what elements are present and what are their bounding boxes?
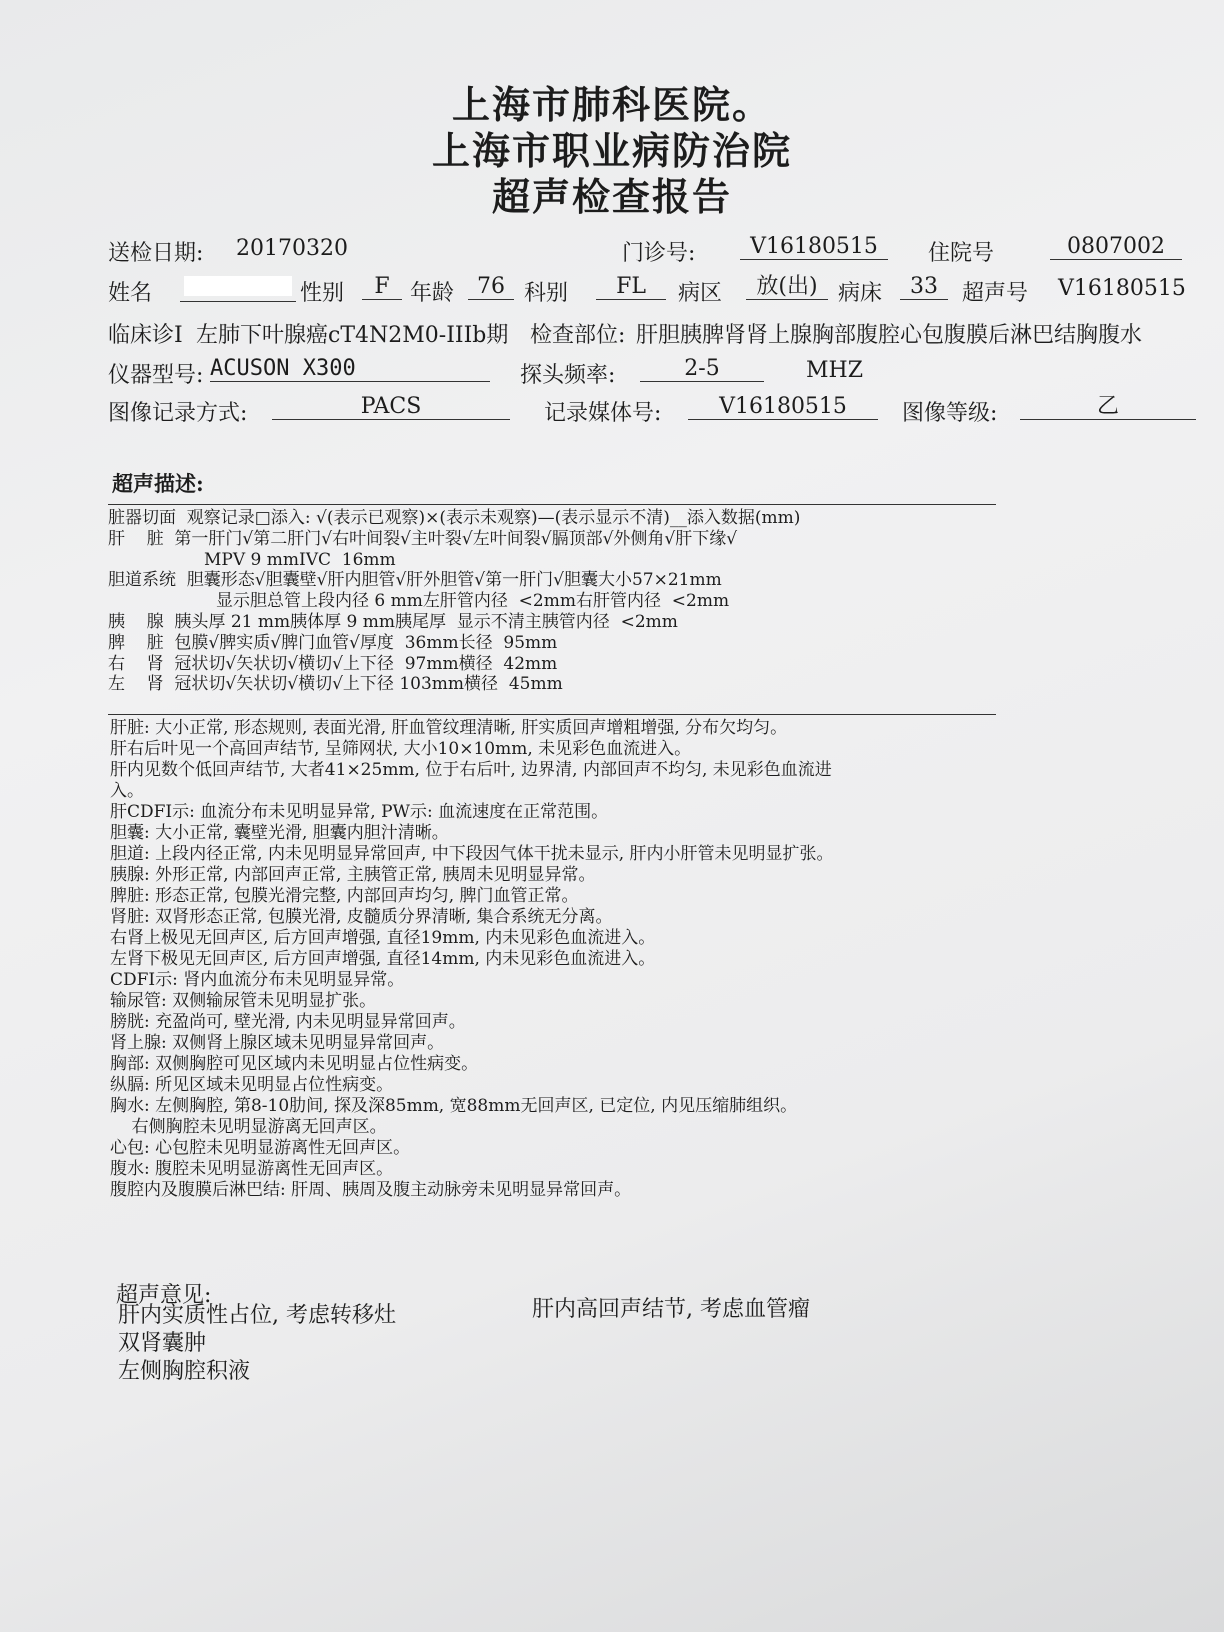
date-value: 20170320 — [236, 236, 348, 261]
age-value: 76 — [468, 275, 514, 300]
ward-value: 放(出) — [746, 275, 828, 300]
name-label: 姓名 — [108, 281, 153, 306]
us-no-label: 超声号 — [962, 281, 1029, 306]
clinical-dx-label: 临床诊I — [108, 323, 183, 348]
probe-value: 2-5 — [640, 357, 764, 382]
finding-line: 腹水: 腹腔未见明显游离性无回声区。 — [110, 1159, 394, 1179]
finding-line: 心包: 心包腔未见明显游离性无回声区。 — [110, 1138, 411, 1158]
finding-line: 胆囊: 大小正常, 囊壁光滑, 胆囊内胆汁清晰。 — [110, 823, 449, 843]
exam-site-value: 肝胆胰脾肾肾上腺胸部腹腔心包腹膜后淋巴结胸腹水 — [636, 323, 1143, 348]
sex-label: 性别 — [300, 281, 345, 306]
table-bottom-rule — [108, 714, 996, 715]
table-line: 左 肾 冠状切√矢状切√横切√上下径 103mm横径 45mm — [108, 674, 563, 695]
conclusion-item: 左侧胸腔积液 — [118, 1359, 251, 1384]
table-line: 脾 脏 包膜√脾实质√脾门血管√厚度 36mm长径 95mm — [108, 632, 558, 653]
finding-line: 胸水: 左侧胸腔, 第8-10肋间, 探及深85mm, 宽88mm无回声区, 已定位, 内见压缩肺组织。 — [110, 1096, 798, 1116]
sex-value: F — [362, 275, 402, 300]
finding-line: 纵膈: 所见区域未见明显占位性病变。 — [110, 1075, 394, 1095]
table-top-rule — [108, 504, 996, 505]
exam-table — [108, 508, 800, 695]
description-heading: 超声描述: — [112, 471, 204, 496]
finding-line: 右侧胸腔未见明显游离无回声区。 — [110, 1117, 387, 1137]
bed-label: 病床 — [838, 281, 883, 306]
table-line: MPV 9 mmIVC 16mm — [204, 549, 396, 570]
findings-block — [110, 718, 834, 1201]
finding-line: 胰腺: 外形正常, 内部回声正常, 主胰管正常, 胰周未见明显异常。 — [110, 865, 596, 885]
table-line: 胆道系统 胆囊形态√胆囊壁√肝内胆管√肝外胆管√第一肝门√胆囊大小57×21mm — [108, 570, 722, 591]
finding-line: 肝右后叶见一个高回声结节, 呈筛网状, 大小10×10mm, 未见彩色血流进入。 — [110, 739, 692, 759]
probe-unit: MHZ — [806, 358, 863, 383]
inpatient-no-label: 住院号 — [928, 241, 995, 266]
report-title: 超声检查报告 — [491, 174, 732, 219]
grade-label: 图像等级: — [902, 401, 998, 426]
finding-line: 入。 — [110, 781, 144, 801]
finding-line: 右肾上极见无回声区, 后方回声增强, 直径19mm, 内未见彩色血流进入。 — [110, 928, 656, 948]
finding-line: 左肾下极见无回声区, 后方回声增强, 直径14mm, 内未见彩色血流进入。 — [110, 949, 656, 969]
table-line: 胰 腺 胰头厚 21 mm胰体厚 9 mm胰尾厚 显示不清主胰管内径 <2mm — [108, 611, 678, 632]
conclusion-item: 肝内实质性占位, 考虑转移灶 — [118, 1303, 396, 1328]
conclusion-heading: 超声意见: — [116, 1283, 212, 1308]
finding-line: 膀胱: 充盈尚可, 壁光滑, 内未见明显异常回声。 — [110, 1012, 466, 1032]
finding-line: 脾脏: 形态正常, 包膜光滑完整, 内部回声均匀, 脾门血管正常。 — [110, 886, 579, 906]
probe-label: 探头频率: — [520, 363, 616, 388]
record-label: 图像记录方式: — [108, 401, 248, 426]
finding-line: 胆道: 上段内径正常, 内未见明显异常回声, 中下段因气体干扰未显示, 肝内小肝管未见明显扩张。 — [110, 844, 834, 864]
clinic-no-label: 门诊号: — [622, 241, 696, 266]
clinic-no-value: V16180515 — [740, 235, 888, 260]
finding-line: 肝CDFI示: 血流分布未见明显异常, PW示: 血流速度在正常范围。 — [110, 802, 609, 822]
finding-line: 肝脏: 大小正常, 形态规则, 表面光滑, 肝血管纹理清晰, 肝实质回声增粗增强, 分布欠均匀。 — [110, 718, 788, 738]
conclusion-item: 双肾囊肿 — [118, 1331, 207, 1356]
device-value: ACUSON X300 — [210, 357, 490, 382]
date-label: 送检日期: — [108, 241, 204, 266]
clinical-dx-value: 左肺下叶腺癌cT4N2M0-IIIb期 — [196, 323, 509, 348]
hospital-title-2: 上海市职业病防治院 — [431, 128, 792, 173]
name-redaction — [180, 274, 296, 302]
finding-line: 胸部: 双侧胸腔可见区域内未见明显占位性病变。 — [110, 1054, 479, 1074]
table-line: 肝 脏 第一肝门√第二肝门√右叶间裂√主叶裂√左叶间裂√膈顶部√外侧角√肝下缘√ — [108, 528, 738, 549]
finding-line: 肾脏: 双肾形态正常, 包膜光滑, 皮髓质分界清晰, 集合系统无分离。 — [110, 907, 613, 927]
table-line: 脏器切面 观察记录□添入: √(表示已观察)×(表示未观察)—(表示显示不清)__添入数据(mm) — [108, 508, 801, 528]
device-label: 仪器型号: — [108, 363, 204, 388]
finding-line: 输尿管: 双侧输尿管未见明显扩张。 — [110, 991, 377, 1011]
media-value: V16180515 — [688, 395, 878, 420]
finding-line: 肝内见数个低回声结节, 大者41×25mm, 位于右后叶, 边界清, 内部回声不均匀, 未见彩色血流进 — [110, 760, 832, 780]
record-value: PACS — [272, 395, 510, 420]
finding-line: 肾上腺: 双侧肾上腺区域未见明显异常回声。 — [110, 1033, 445, 1053]
table-line: 显示胆总管上段内径 6 mm左肝管内径 <2mm右肝管内径 <2mm — [216, 591, 730, 612]
hospital-title-1: 上海市肺科医院。 — [451, 82, 772, 127]
us-no-value: V16180515 — [1058, 276, 1186, 301]
dept-label: 科别 — [524, 281, 569, 306]
exam-site-label: 检查部位: — [530, 323, 626, 348]
ward-label: 病区 — [678, 281, 723, 306]
conclusion-item: 肝内高回声结节, 考虑血管瘤 — [532, 1297, 810, 1322]
dept-value: FL — [596, 275, 666, 300]
table-line: 右 肾 冠状切√矢状切√横切√上下径 97mm横径 42mm — [108, 653, 558, 674]
bed-value: 33 — [900, 275, 948, 300]
finding-line: 腹腔内及腹膜后淋巴结: 肝周、胰周及腹主动脉旁未见明显异常回声。 — [110, 1180, 632, 1200]
finding-line: CDFI示: 肾内血流分布未见明显异常。 — [110, 970, 405, 990]
inpatient-no-value: 0807002 — [1050, 235, 1182, 260]
media-label: 记录媒体号: — [544, 401, 662, 426]
age-label: 年龄 — [410, 281, 455, 306]
grade-value: 乙 — [1020, 395, 1196, 420]
